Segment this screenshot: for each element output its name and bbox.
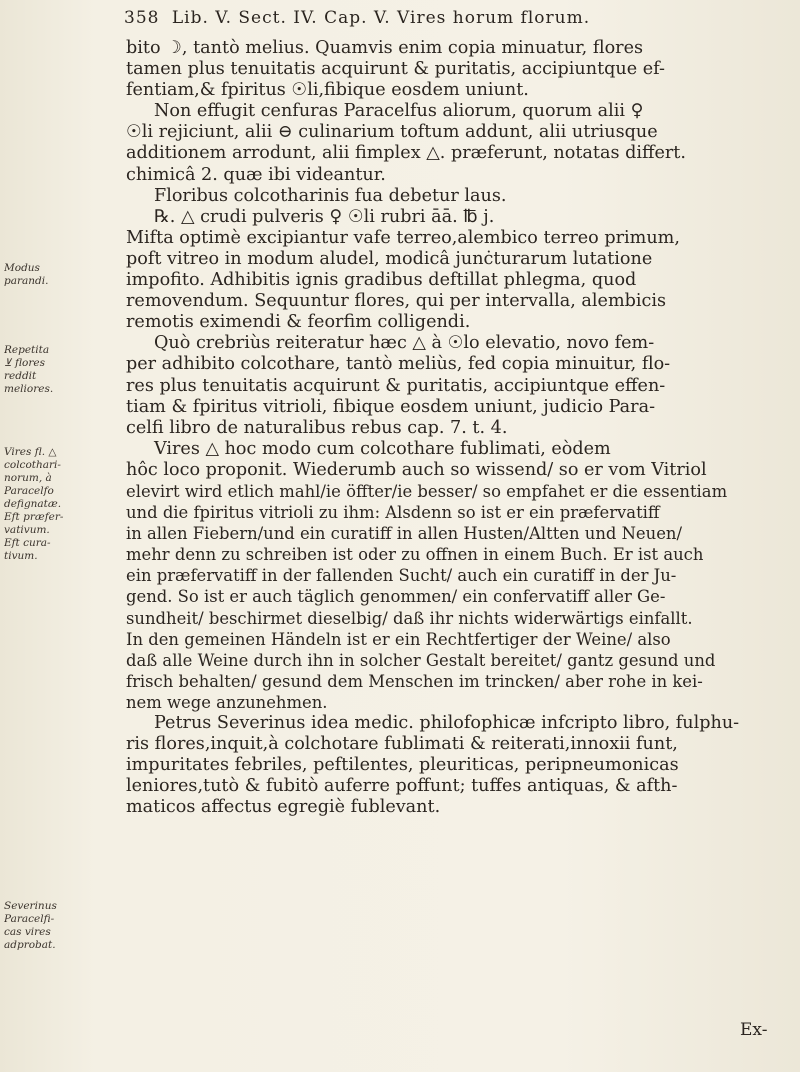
text-line: Mifta optimè excipiantur vafe terreo,alembico terreo primum, <box>126 227 680 248</box>
text-line: in allen Fiebern/und ein curatiff in allen Husten/Altten und Neuen/ <box>126 524 682 544</box>
text-line: Petrus Severinus idea medic. philofophicæ infcripto libro, fulphu- <box>154 713 740 733</box>
text-line: daß alle Weine durch ihn in solcher Gestalt bereitet/ gantz gesund und <box>126 650 716 670</box>
margin-note-line: ⊻ flores <box>4 357 45 369</box>
recipe-line: ℞. △ crudi pulveris ♀ ☉li rubri āā. ℔ j. <box>154 206 495 227</box>
margin-note-repetita <box>4 344 122 396</box>
margin-note-line: vativum. <box>4 524 50 536</box>
running-header <box>124 8 784 28</box>
text-line: Quò crebriùs reiteratur hæc △ à ☉lo elevatio, novo fem- <box>154 333 655 354</box>
text-line: leniores,tutò & fubitò auferre poffunt; tuffes antiquas, & afth- <box>126 776 678 797</box>
text-line: tamen plus tenuitatis acquirunt & puritatis, accipiuntque ef- <box>126 59 666 80</box>
margin-note-line: colcothari- <box>4 459 61 471</box>
text-line: remotis eximendi & feorfim colligendi. <box>126 312 471 333</box>
text-line: sundheit/ beschirmet dieselbig/ daß ihr nichts widerwärtigs einfallt. <box>126 608 693 628</box>
margin-note-severinus <box>4 900 122 952</box>
margin-note-modus <box>4 262 122 288</box>
running-head-text: Lib. V. Sect. IV. Cap. V. Vires horum florum. <box>171 8 591 28</box>
margin-note-line: reddit <box>4 370 37 382</box>
page-number: 358 <box>124 8 160 28</box>
margin-note-line: meliores. <box>4 383 54 395</box>
catchword: Ex- <box>740 1020 768 1040</box>
text-line: In den gemeinen Händeln ist er ein Rechtfertiger der Weine/ also <box>126 629 671 649</box>
text-line: ein præfervatiff in der fallenden Sucht/ auch ein curatiff in der Ju- <box>126 566 677 586</box>
margin-note-line: defignatæ. <box>4 498 62 510</box>
text-line: additionem arrodunt, alii fimplex △. præferunt, notatas differt. <box>126 143 686 164</box>
margin-note-line: parandi. <box>4 275 49 287</box>
text-line: bito ☽, tantò melius. Quamvis enim copia minuatur, flores <box>126 38 644 58</box>
text-line: Floribus colcotharinis fua debetur laus. <box>154 185 507 206</box>
margin-note-line: Eft præfer- <box>4 511 64 523</box>
text-line: removendum. Sequuntur flores, qui per intervalla, alembicis <box>126 291 667 312</box>
margin-note-line: Eft cura- <box>4 537 51 549</box>
margin-note-line: Modus <box>4 262 40 274</box>
text-line: ris flores,inquit,à colchotare fublimati & reiterati,innoxii funt, <box>126 734 678 755</box>
margin-note-line: norum, à <box>4 472 52 484</box>
margin-note-line: tivum. <box>4 550 38 562</box>
text-line: ☉li rejiciunt, alii ⊖ culinarium toftum addunt, alii utriusque <box>126 122 658 143</box>
text-line: tiam & fpiritus vitrioli, fibique eosdem uniunt, judicio Para- <box>126 396 656 417</box>
text-line: res plus tenuitatis acquirunt & puritatis, accipiuntque effen- <box>126 375 666 396</box>
text-line: Vires △ hoc modo cum colcothare fublimati, eòdem <box>154 438 611 459</box>
text-line: Non effugit cenfuras Paracelfus aliorum, quorum alii ♀ <box>154 101 644 122</box>
text-line: hôc loco proponit. Wiederumb auch so wissend/ so er vom Vitriol <box>126 459 707 480</box>
text-line: nem wege anzunehmen. <box>126 692 328 712</box>
margin-note-line: Severinus <box>4 900 57 912</box>
margin-note-line: Vires fl. △ <box>4 446 57 458</box>
text-line: mehr denn zu schreiben ist oder zu offnen in einem Buch. Er ist auch <box>126 545 704 565</box>
text-line: und die fpiritus vitrioli zu ihm: Alsdenn so ist er ein præfervatiff <box>126 503 660 523</box>
margin-note-line: Paracelfo <box>4 485 54 497</box>
margin-note-line: Repetita <box>4 344 50 356</box>
text-line: per adhibito colcothare, tantò meliùs, fed copia minuitur, flo- <box>126 354 671 375</box>
text-line: impuritates febriles, peftilentes, pleuriticas, peripneumonicas <box>126 755 679 776</box>
margin-note-vires <box>4 446 122 563</box>
text-line: impofito. Adhibitis ignis gradibus deftillat phlegma, quod <box>126 270 637 291</box>
text-line: chimicâ 2. quæ ibi videantur. <box>126 164 386 185</box>
margin-note-line: cas vires <box>4 926 51 938</box>
text-line: maticos affectus egregiè fublevant. <box>126 797 441 818</box>
text-line: gend. So ist er auch täglich genommen/ ein confervatiff aller Ge- <box>126 587 666 607</box>
text-line: poft vitreo in modum aludel, modicâ junċturarum lutatione <box>126 248 653 269</box>
text-line: fentiam,& fpiritus ☉li,fibique eosdem uniunt. <box>126 80 529 101</box>
margin-note-line: Paracelfi- <box>4 913 55 925</box>
margin-note-line: adprobat. <box>4 939 56 951</box>
text-line: elevirt wird etlich mahl/ie öffter/ie besser/ so empfahet er die essentiam <box>126 481 728 501</box>
text-line: celfi libro de naturalibus rebus cap. 7. t. 4. <box>126 417 508 438</box>
main-text <box>126 38 786 818</box>
text-line: frisch behalten/ gesund dem Menschen im trincken/ aber rohe in kei- <box>126 671 703 691</box>
